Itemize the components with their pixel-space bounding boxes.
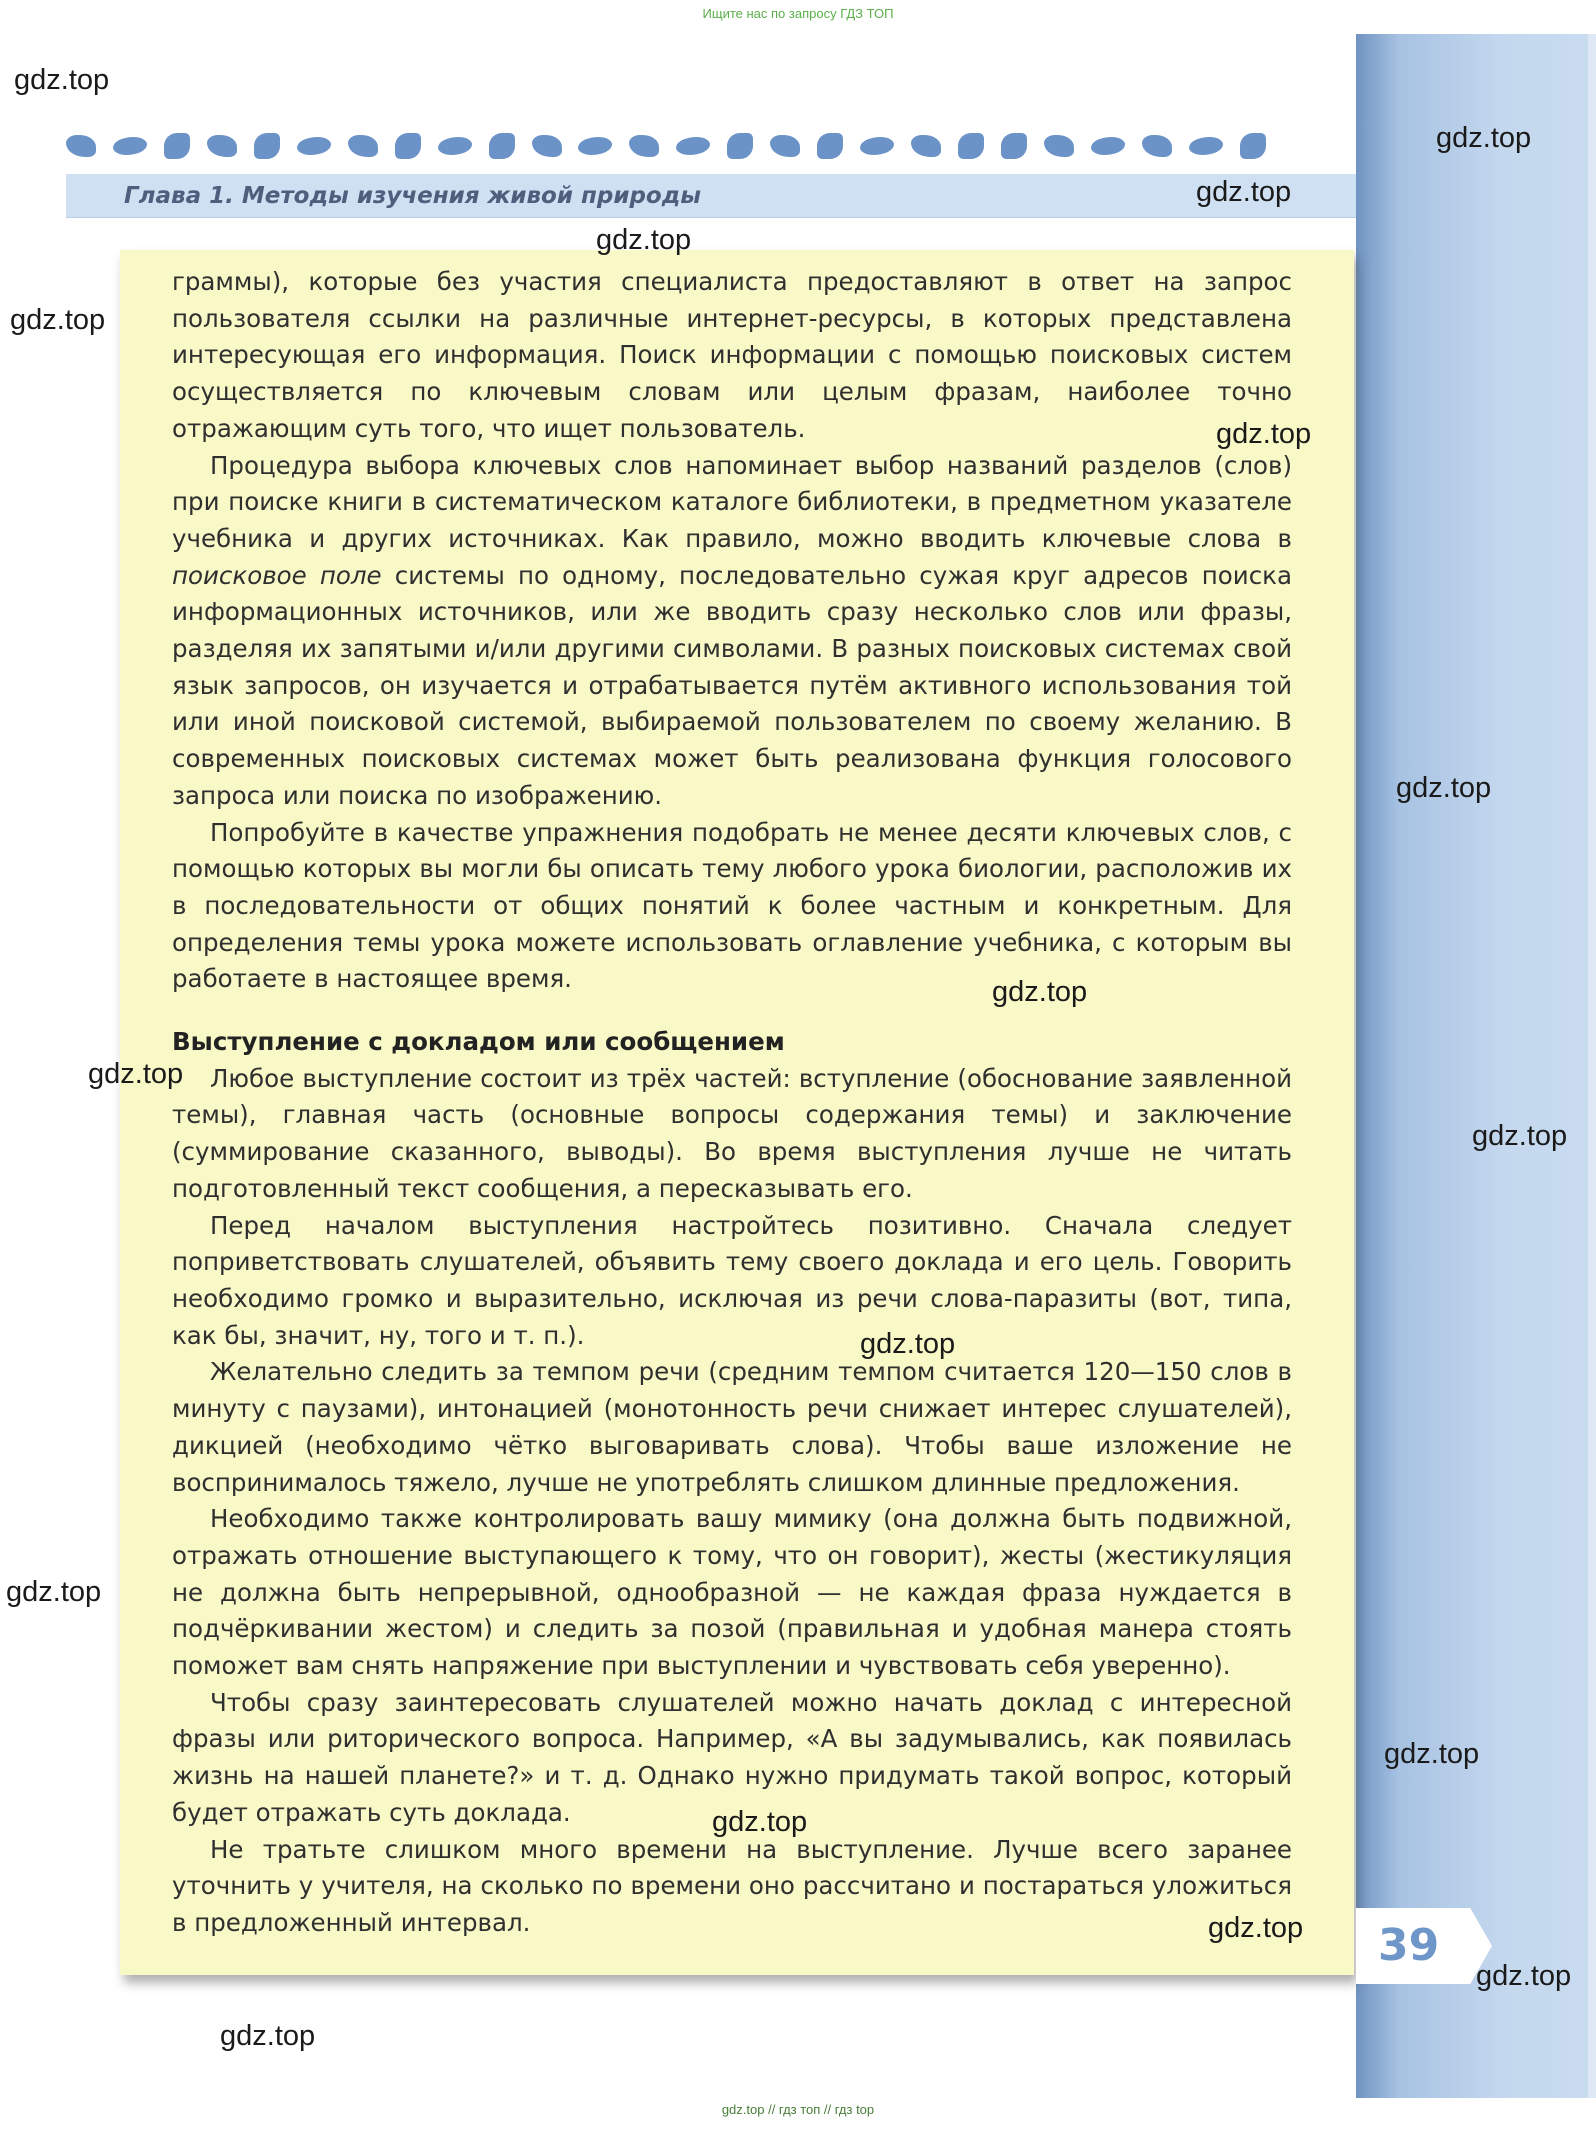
heron-icon — [207, 135, 237, 157]
watermark: gdz.top — [1472, 1120, 1568, 1152]
page-edge-highlight — [1588, 34, 1596, 2098]
watermark: gdz.top — [14, 64, 110, 96]
fish-icon — [113, 137, 147, 155]
kangaroo-icon — [348, 135, 378, 157]
bottom-site-banner: gdz.top // гдз топ // гдз top — [721, 2102, 875, 2117]
watermark: gdz.top — [1208, 1912, 1304, 1944]
watermark: gdz.top — [10, 304, 106, 336]
butterfly-icon — [489, 133, 515, 159]
watermark: gdz.top — [1476, 1960, 1572, 1992]
watermark: gdz.top — [860, 1328, 956, 1360]
watermark: gdz.top — [1436, 122, 1532, 154]
paragraph-text: Процедура выбора ключевых слов напоминает выбор названий разделов (слов) при поиске книги в систематическом каталоге библиотеки, в предметном указателе учебника и других источниках. Как правило, можно вводить ключевые слова в — [172, 450, 1292, 553]
top-search-banner: Ищите нас по запросу ГДЗ ТОП — [702, 6, 894, 21]
paragraph: граммы), которые без участия специалиста предоставляют в ответ на запрос пользователя ссылки на различные интернет-ресурсы, в которых представлена интересующая его информация. Поиск информации с помощью поисковых систем осуществляется по ключевым словам или целым фразам, наиболее точно отражающим суть того, что ищет пользователь. — [172, 267, 1292, 443]
paragraph: Не тратьте слишком много времени на выступление. Лучше всего заранее уточнить у учителя, на сколько по времени оно рассчитано и постараться уложиться в предложенный интервал. — [172, 1834, 1292, 1937]
paragraph: Перед началом выступления настройтесь позитивно. Сначала следует поприветствовать слушателей, объявить тему своего доклада и его цель. Говорить необходимо громко и выразительно, исключая из речи слова-паразиты (вот, типа, как бы, значит, ну, того и т. п.). — [172, 1210, 1292, 1350]
watermark: gdz.top — [712, 1806, 808, 1838]
fish-icon — [676, 137, 710, 155]
bird-icon — [1142, 135, 1172, 157]
cat-icon — [164, 133, 190, 159]
watermark: gdz.top — [1216, 418, 1312, 450]
animal-silhouette-border — [66, 128, 1266, 164]
cat-icon — [1240, 133, 1266, 159]
watermark: gdz.top — [1384, 1738, 1480, 1770]
heron-icon — [770, 135, 800, 157]
insect-icon — [254, 133, 280, 159]
scorpion-icon — [1044, 135, 1074, 157]
small-bird-icon — [958, 133, 984, 159]
text-panel — [120, 250, 1354, 1975]
paragraph: Желательно следить за темпом речи (средним темпом считается 120—150 слов в минуту с паузами), интонацией (монотонность речи снижает интерес слушателей), дикцией (необходимо чётко выговаривать слова). Чтобы ваше изложение не воспринималось тяжело, лучше не употреблять слишком длинные предложения. — [172, 1357, 1292, 1497]
bird-icon — [66, 135, 96, 157]
body-text — [172, 264, 1292, 1942]
paragraph-text: системы по одному, последовательно сужая круг адресов поиска информационных источников, или же вводить сразу несколько слов или фразы, разделяя их запятыми и/или другими символами. В разных поисковых системах свой язык запросов, он изучается и отрабатывается путём активного использования той или иной поисковой системой, выбираемой пользователем по своему желанию. В современных поисковых системах может быть реализована функция голосового запроса или поиска по изображению. — [172, 560, 1292, 810]
watermark: gdz.top — [220, 2020, 316, 2052]
fish-icon — [1189, 137, 1223, 155]
bison-icon — [860, 137, 894, 155]
page-edge-strip — [1356, 34, 1596, 2098]
scorpion-icon — [532, 135, 562, 157]
paragraph — [172, 448, 1292, 815]
horse-icon — [1091, 137, 1125, 155]
kangaroo-icon — [911, 135, 941, 157]
bird-icon — [629, 135, 659, 157]
emphasis-term: поисковое поле — [172, 560, 382, 590]
paragraph: Чтобы сразу заинтересовать слушателей можно начать доклад с интересной фразы или риторического вопроса. Например, «А вы задумывались, как появилась жизнь на нашей планете?» и т. д. Однако нужно придумать такой вопрос, который будет отражать суть доклада. — [172, 1687, 1292, 1827]
watermark: gdz.top — [6, 1576, 102, 1608]
paragraph: Любое выступление состоит из трёх частей: вступление (обоснование заявленной темы), главная часть (основные вопросы содержания темы) и заключение (суммирование сказанного, выводы). Во время выступления лучше не читать подготовленный текст сообщения, а пересказывать его. — [172, 1063, 1292, 1203]
chapter-header-bar — [66, 174, 1356, 218]
small-bird-icon — [395, 133, 421, 159]
chapter-title: Глава 1. Методы изучения живой природы — [124, 183, 702, 209]
bison-icon — [297, 137, 331, 155]
paragraph: Необходимо также контролировать вашу мимику (она должна быть подвижной, отражать отношение выступающего к тому, что он говорит), жесты (жестикуляция не должна быть непрерывной, однообразной — не каждая фраза нуждается в подчёркивании жестом) и следить за позой (правильная и удобная манера стоять поможет вам снять напряжение при выступлении и чувствовать себя уверенно). — [172, 1504, 1292, 1681]
butterfly-icon — [1001, 133, 1027, 159]
cat-icon — [727, 133, 753, 159]
hippo-icon — [438, 137, 472, 155]
watermark: gdz.top — [88, 1058, 184, 1090]
watermark: gdz.top — [1396, 772, 1492, 804]
horse-icon — [578, 137, 612, 155]
watermark: gdz.top — [596, 224, 692, 256]
insect-icon — [817, 133, 843, 159]
watermark: gdz.top — [992, 976, 1088, 1008]
section-heading: Выступление с докладом или сообщением — [172, 1027, 785, 1057]
paragraph: Попробуйте в качестве упражнения подобрать не менее десяти ключевых слов, с помощью которых вы могли бы описать тему любого урока биологии, расположив их в последовательности от общих понятий к более частным и конкретным. Для определения темы урока можете использовать оглавление учебника, с которым вы работаете в настоящее время. — [172, 817, 1292, 994]
watermark: gdz.top — [1196, 176, 1292, 208]
page-number: 39 — [1378, 1920, 1440, 1971]
